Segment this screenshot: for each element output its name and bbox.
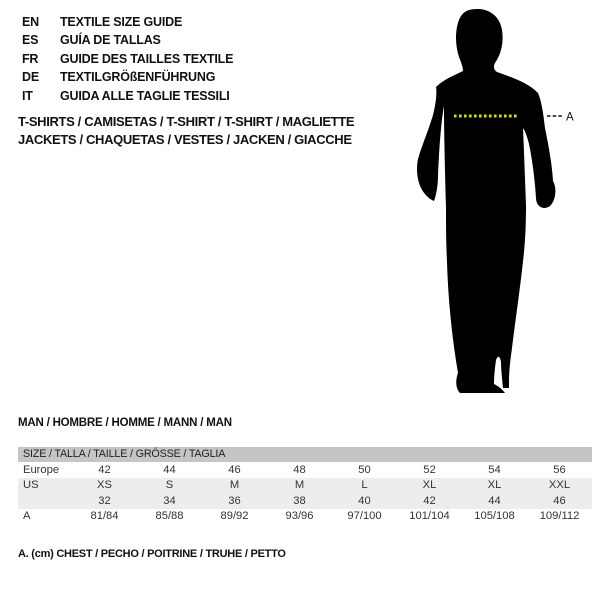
size-cell: XS [97,479,112,492]
language-row-de [22,68,233,86]
size-cell: 40 [358,494,371,507]
size-cell: 52 [423,463,436,476]
language-code: FR [22,51,39,66]
language-label: GUIDE DES TAILLES TEXTILE [60,51,234,66]
category-list [18,113,354,148]
size-cell: 46 [553,494,566,507]
size-cell: 89/92 [220,510,249,523]
language-list [22,13,233,105]
language-code: DE [22,70,39,85]
measure-label-a: A [566,111,574,124]
man-silhouette-figure [405,0,580,400]
size-cell: 93/96 [285,510,314,523]
size-cell: 85/88 [155,510,184,523]
category-line-2: JACKETS / CHAQUETAS / VESTES / JACKEN / GIACCHE [18,131,352,147]
language-label: GUIDA ALLE TAGLIE TESSILI [60,88,230,103]
language-code: IT [22,88,33,103]
language-row-es [22,31,233,49]
size-cell: 81/84 [90,510,119,523]
size-cell: L [361,479,368,492]
footnote: A. (cm) CHEST / PECHO / POITRINE / TRUHE / PETTO [18,548,286,560]
row-label: US [23,479,39,492]
size-cell: 44 [163,463,176,476]
size-cell: XXL [548,479,571,492]
size-table [18,447,592,524]
size-cell: 42 [98,463,111,476]
row-label: Europe [23,463,60,476]
size-cell: 44 [488,494,501,507]
size-cell: 42 [423,494,436,507]
size-cell: 101/104 [409,510,450,523]
size-cell: M [294,479,305,492]
table-row [18,509,592,525]
size-cell: 38 [293,494,306,507]
size-cell: S [165,479,174,492]
man-silhouette [417,9,555,393]
language-code: ES [22,33,39,48]
row-label: A [23,510,31,523]
size-cell: 36 [228,494,241,507]
category-line-1: T-SHIRTS / CAMISETAS / T-SHIRT / T-SHIRT / MAGLIETTE [18,114,355,129]
language-row-it [22,87,233,105]
size-cell: 34 [163,494,176,507]
size-cell: 50 [358,463,371,476]
language-row-en [22,13,233,31]
language-label: TEXTILGRÖßENFÜHRUNG [60,70,216,85]
language-row-fr [22,50,233,68]
size-cell: 109/112 [539,510,580,523]
section-title: MAN / HOMBRE / HOMME / MANN / MAN [18,417,232,429]
size-cell: 32 [98,494,111,507]
language-label: GUÍA DE TALLAS [60,33,161,48]
size-cell: XL [487,479,502,492]
table-row [18,493,592,509]
language-code: EN [22,15,39,29]
size-cell: 105/108 [474,510,515,523]
size-cell: 97/100 [347,510,382,523]
size-cell: XL [422,479,437,492]
size-cell: 54 [488,463,501,476]
language-label: TEXTILE SIZE GUIDE [60,15,183,29]
size-cell: M [229,479,240,492]
table-row [18,462,592,478]
table-body [18,462,592,524]
table-row [18,478,592,494]
size-cell: 56 [553,463,566,476]
size-cell: 48 [293,463,306,476]
table-header: SIZE / TALLA / TAILLE / GRÖSSE / TAGLIA [18,447,592,462]
size-cell: 46 [228,463,241,476]
